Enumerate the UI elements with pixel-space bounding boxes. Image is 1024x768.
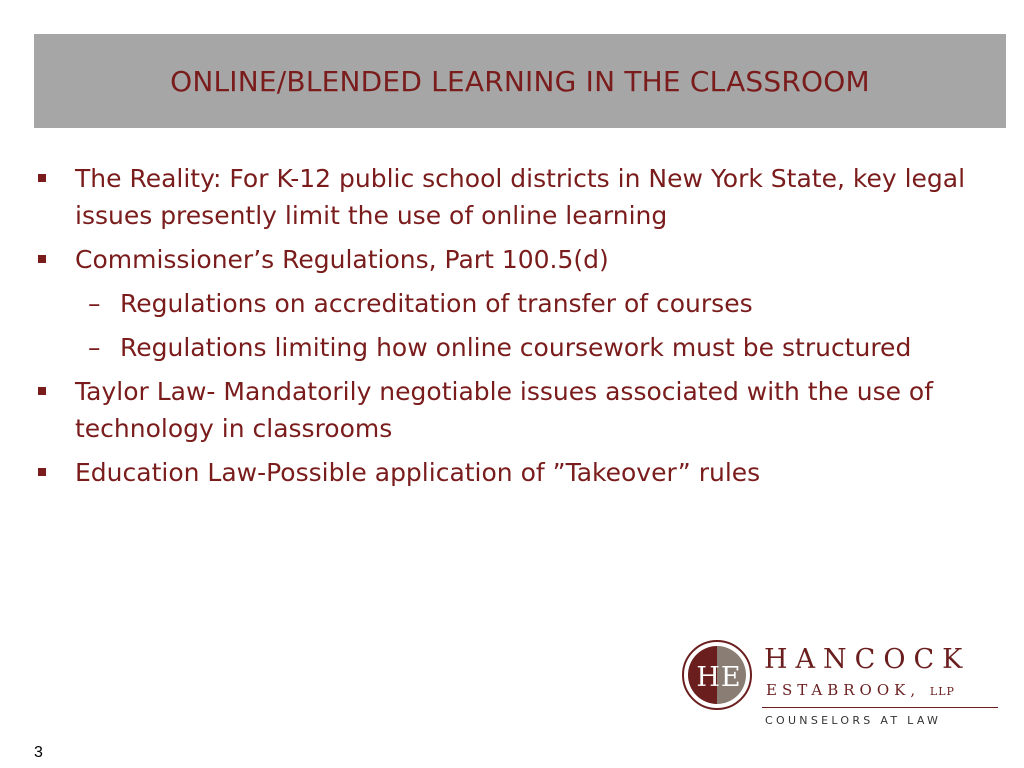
bullet-item [38,241,998,278]
slide-title: ONLINE/BLENDED LEARNING IN THE CLASSROOM [170,64,870,98]
slide-content [38,160,998,498]
logo-name-line2: ESTABROOK, LLP [766,681,955,699]
logo-tagline: COUNSELORS AT LAW [765,714,942,727]
sub-bullet-item [38,285,998,322]
bullet-text: Education Law-Possible application of ”Takeover” rules [75,458,761,487]
dash-bullet-icon: – [88,333,101,362]
square-bullet-icon [38,255,46,263]
logo-monogram-badge [682,640,752,710]
square-bullet-icon [38,468,46,476]
bullet-item [38,373,998,447]
logo-name-line1: HANCOCK [764,644,971,675]
logo-llp: LLP [929,685,955,698]
square-bullet-icon [38,174,46,182]
logo-divider [762,707,998,708]
logo-monogram: HE [696,661,742,693]
sub-bullet-text: Regulations on accreditation of transfer of courses [120,289,753,318]
bullet-item [38,160,998,234]
bullet-text: Commissioner’s Regulations, Part 100.5(d) [75,245,609,274]
sub-bullet-text: Regulations limiting how online coursework must be structured [120,333,912,362]
bullet-item [38,454,998,491]
sub-bullet-item [38,329,998,366]
bullet-text: Taylor Law- Mandatorily negotiable issues associated with the use of technology in classrooms [75,377,934,443]
title-bar [34,34,1006,128]
dash-bullet-icon: – [88,289,101,318]
bullet-text: The Reality: For K-12 public school districts in New York State, key legal issues presently limit the use of online learning [75,164,966,230]
page-number: 3 [34,744,43,761]
firm-logo [682,640,1002,740]
square-bullet-icon [38,387,46,395]
